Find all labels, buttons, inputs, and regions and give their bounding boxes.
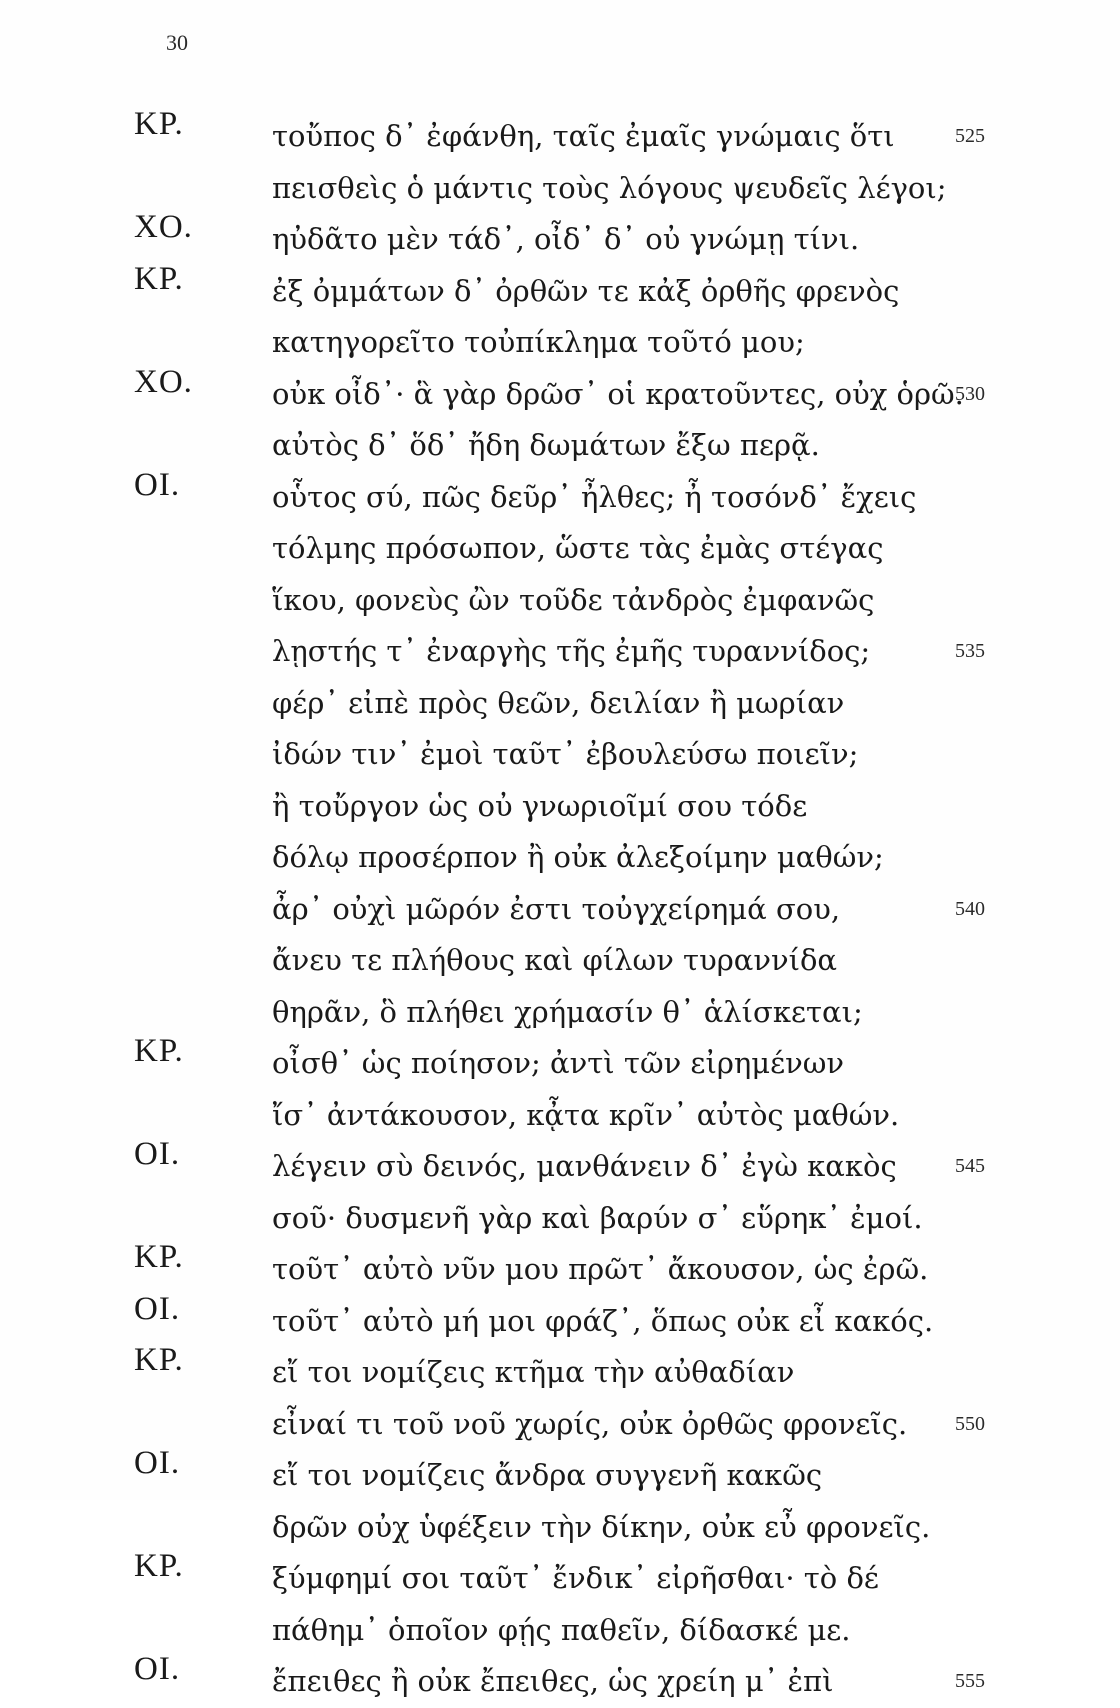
verse-line xyxy=(0,262,1120,314)
verse-text: ξύμφημί σοι ταῦτ᾽ ἔνδικ᾽ εἰρῆσθαι· τὸ δέ xyxy=(272,1561,879,1595)
verse-text: οἶσθ᾽ ὡς ποίησον; ἀντὶ τῶν εἰρημένων xyxy=(272,1046,845,1080)
speaker-label: ΧΟ. xyxy=(134,363,193,400)
line-number: 555 xyxy=(955,1670,985,1692)
verse-line xyxy=(0,777,1120,829)
verse-line xyxy=(0,931,1120,983)
speaker-label: ΚΡ. xyxy=(134,260,184,297)
verse-text: οὐκ οἶδ᾽· ἃ γὰρ δρῶσ᾽ οἱ κρατοῦντες, οὐχ ὁρῶ. xyxy=(272,376,964,411)
speaker-label: ΚΡ. xyxy=(134,1548,184,1584)
verse-text: ἔπειθες ἢ οὐκ ἔπειθες, ὡς χρείη μ᾽ ἐπὶ xyxy=(272,1664,834,1698)
verse-text: δόλῳ προσέρπον ἢ οὐκ ἀλεξοίμην μαθών; xyxy=(272,840,884,874)
verse-line xyxy=(0,674,1120,726)
verse-text: ἢ τοὔργον ὡς οὐ γνωριοῖμί σου τόδε xyxy=(272,788,808,823)
verse-line xyxy=(0,1034,1120,1086)
speaker-label: ΟΙ. xyxy=(134,1290,181,1327)
verse-text: λῃστής τ᾽ ἐναργὴς τῆς ἐμῆς τυραννίδος; xyxy=(272,634,871,668)
line-number: 530 xyxy=(955,382,985,405)
speaker-label: ΚΡ. xyxy=(134,1342,184,1378)
line-number: 545 xyxy=(955,1155,985,1177)
verse-line xyxy=(0,365,1120,417)
speaker-label: ΚΡ. xyxy=(134,1239,184,1275)
speaker-label: ΧΟ. xyxy=(134,209,193,245)
page-number: 30 xyxy=(166,30,188,55)
verse-line xyxy=(0,1137,1120,1189)
line-number: 535 xyxy=(955,640,985,662)
speaker-label: ΟΙ. xyxy=(134,1445,181,1481)
verse-text: φέρ᾽ εἰπὲ πρὸς θεῶν, δειλίαν ἢ μωρίαν xyxy=(272,685,845,720)
verse-text: εἴ τοι νομίζεις ἄνδρα συγγενῆ κακῶς xyxy=(272,1458,823,1492)
speaker-label: ΚΡ. xyxy=(134,1033,184,1069)
verse-text: τοὔπος δ᾽ ἐφάνθη, ταῖς ἐμαῖς γνώμαις ὅτι xyxy=(272,119,895,153)
verse-text: ἄνευ τε πλήθους καὶ φίλων τυραννίδα xyxy=(272,943,838,977)
speaker-label: ΟΙ. xyxy=(134,1651,181,1687)
verse-text: πεισθεὶς ὁ μάντις τοὺς λόγους ψευδεῖς λέγοι; xyxy=(272,170,947,205)
speaker-label: ΚΡ. xyxy=(134,106,184,142)
verse-text: σοῦ· δυσμενῆ γὰρ καὶ βαρύν σ᾽ εὕρηκ᾽ ἐμοί. xyxy=(272,1200,923,1235)
line-number: 550 xyxy=(955,1412,985,1435)
verse-line xyxy=(0,1652,1120,1704)
line-number: 540 xyxy=(955,897,985,920)
speaker-label: ΟΙ. xyxy=(134,466,181,503)
verse-text: τόλμης πρόσωπον, ὥστε τὰς ἐμὰς στέγας xyxy=(272,531,884,565)
verse-text: εἶναί τι τοῦ νοῦ χωρίς, οὐκ ὀρθῶς φρονεῖς. xyxy=(272,1406,908,1441)
verse-line xyxy=(0,725,1120,777)
verse-line xyxy=(0,622,1120,674)
verse-text: αὐτὸς δ᾽ ὅδ᾽ ἤδη δωμάτων ἔξω περᾷ. xyxy=(272,428,820,462)
verse-line xyxy=(0,1549,1120,1601)
verse-text: λέγειν σὺ δεινός, μανθάνειν δ᾽ ἐγὼ κακὸς xyxy=(272,1149,897,1183)
verse-lines xyxy=(0,107,1120,1704)
verse-text: ἰδών τιν᾽ ἐμοὶ ταῦτ᾽ ἐβουλεύσω ποιεῖν; xyxy=(272,737,859,771)
verse-text: δρῶν οὐχ ὑφέξειν τὴν δίκην, οὐκ εὖ φρονεῖς. xyxy=(272,1509,931,1544)
verse-line xyxy=(0,1446,1120,1498)
verse-line xyxy=(0,828,1120,880)
speaker-label: ΟΙ. xyxy=(134,1136,181,1172)
verse-text: ηὐδᾶτο μὲν τάδ᾽, οἶδ᾽ δ᾽ οὐ γνώμῃ τίνι. xyxy=(272,222,860,256)
verse-text: εἴ τοι νομίζεις κτῆμα τὴν αὐθαδίαν xyxy=(272,1355,795,1389)
verse-text: κατηγορεῖτο τοὐπίκλημα τοῦτό μου; xyxy=(272,325,805,359)
verse-text: οὗτος σύ, πῶς δεῦρ᾽ ἦλθες; ἦ τοσόνδ᾽ ἔχεις xyxy=(272,479,917,514)
line-number: 525 xyxy=(955,125,985,147)
verse-text: ἵκου, φονεὺς ὢν τοῦδε τἀνδρὸς ἐμφανῶς xyxy=(272,582,875,617)
verse-text: ἐξ ὀμμάτων δ᾽ ὀρθῶν τε κἀξ ὀρθῆς φρενὸς xyxy=(272,273,900,308)
verse-text: ἆρ᾽ οὐχὶ μῶρόν ἐστι τοὐγχείρημά σου, xyxy=(272,891,841,926)
verse-text: θηρᾶν, ὃ πλήθει χρήμασίν θ᾽ ἁλίσκεται; xyxy=(272,994,863,1029)
verse-text: ἴσ᾽ ἀντάκουσον, κᾆτα κρῖν᾽ αὐτὸς μαθών. xyxy=(272,1097,900,1132)
verse-line xyxy=(0,571,1120,623)
verse-text: τοῦτ᾽ αὐτὸ νῦν μου πρῶτ᾽ ἄκουσον, ὡς ἐρῶ. xyxy=(272,1252,929,1286)
verse-line xyxy=(0,1343,1120,1395)
verse-line xyxy=(0,468,1120,520)
verse-text: τοῦτ᾽ αὐτὸ μή μοι φράζ᾽, ὅπως οὐκ εἶ κακός. xyxy=(272,1303,934,1338)
verse-line xyxy=(0,107,1120,159)
verse-line xyxy=(0,519,1120,571)
verse-line xyxy=(0,880,1120,932)
verse-text: πάθημ᾽ ὁποῖον φῄς παθεῖν, δίδασκέ με. xyxy=(272,1612,851,1647)
